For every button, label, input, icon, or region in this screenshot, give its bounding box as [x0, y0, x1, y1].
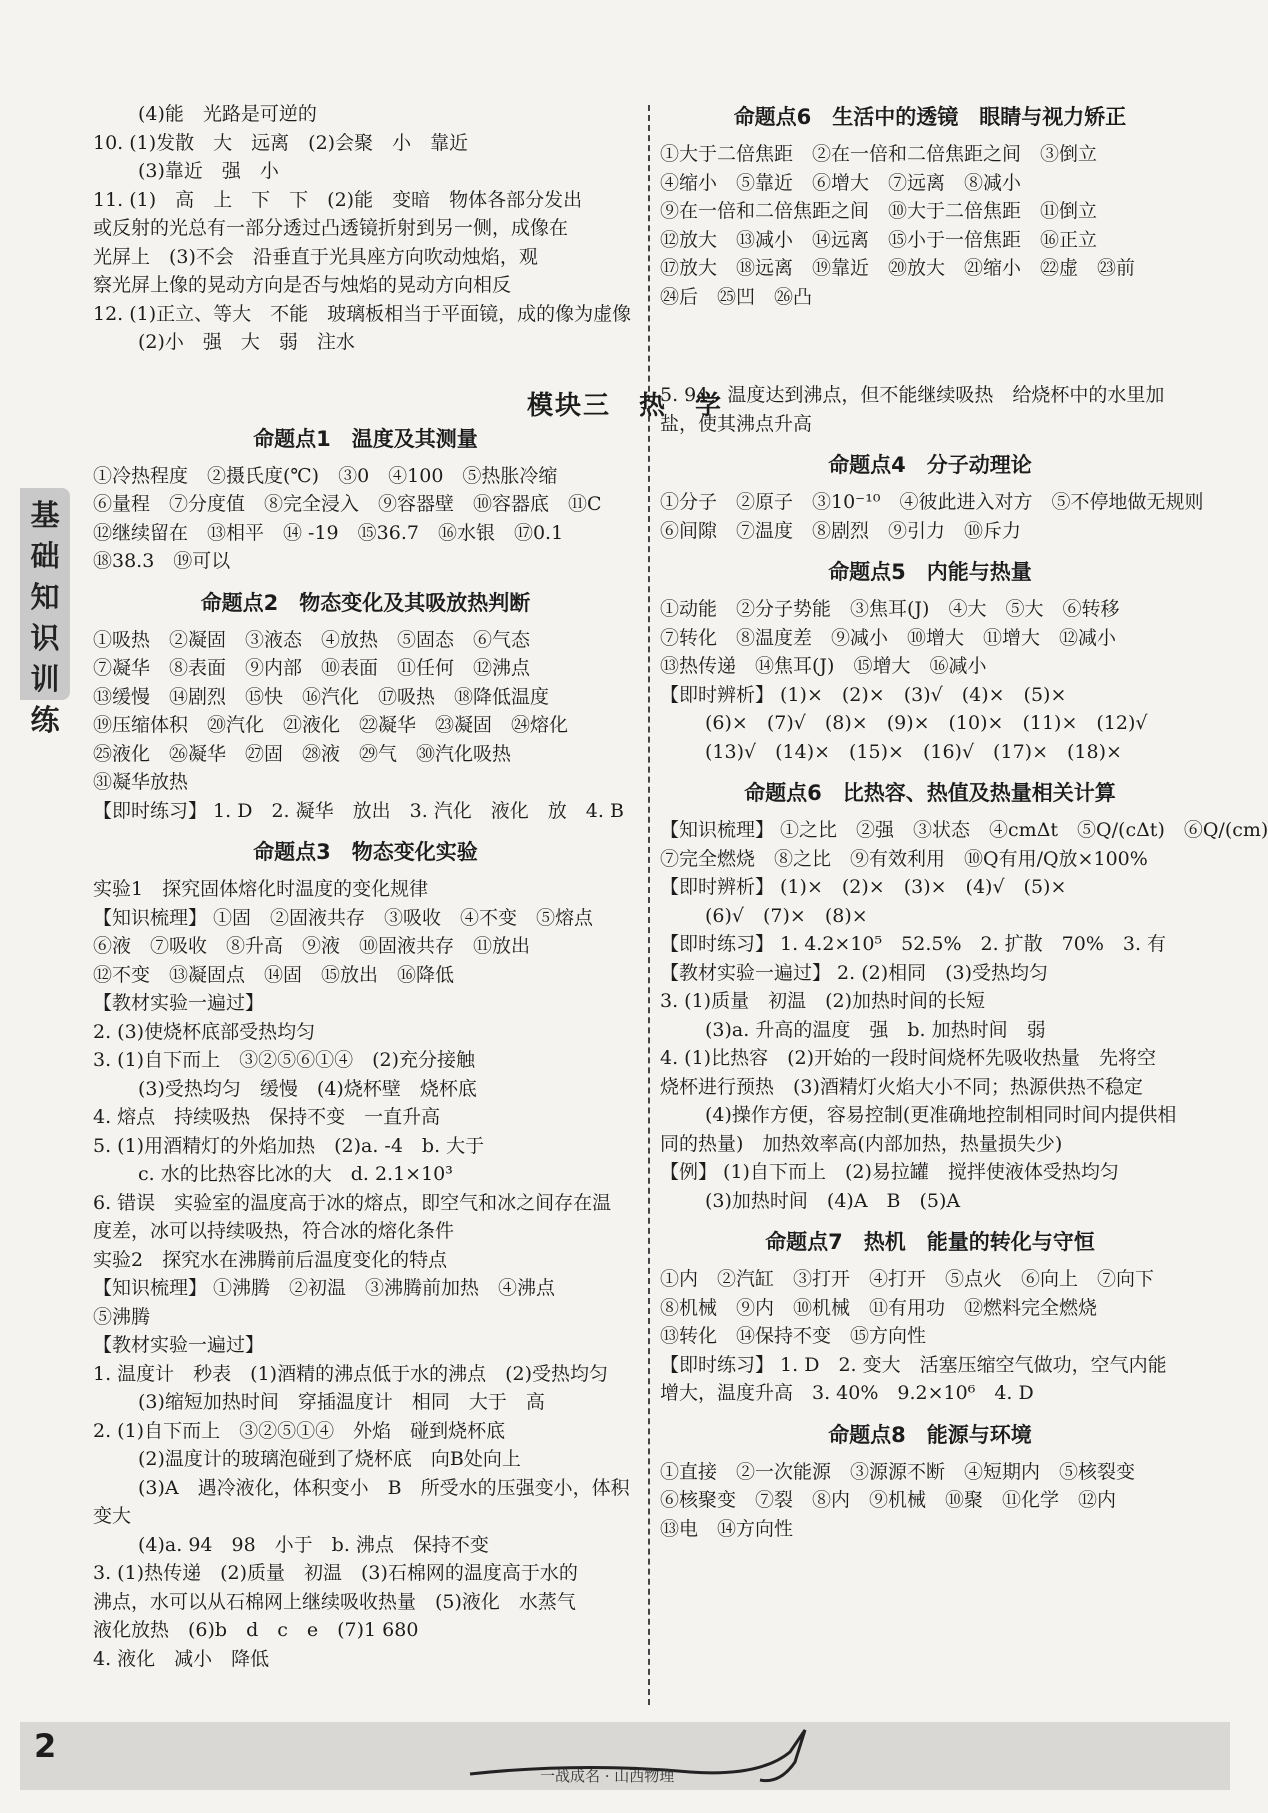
text-line: ⑬电 ⑭方向性 [660, 1517, 794, 1540]
text-line: 增大，温度升高 3. 40% 9.2×10⁶ 4. D [660, 1382, 1034, 1404]
text-line: ⑥间隙 ⑦温度 ⑧剧烈 ⑨引力 ⑩斥力 [660, 519, 1022, 542]
text-line: ⑫放大 ⑬减小 ⑭远离 ⑮小于一倍焦距 ⑯正立 [660, 228, 1098, 251]
text-line: 3. (1)自下而上 ③②⑤⑥①④ (2)充分接触 [93, 1049, 475, 1071]
text-line: 【知识梳理】 ①沸腾 ②初温 ③沸腾前加热 ④沸点 [93, 1277, 556, 1299]
text-line: (4)操作方便，容易控制(更准确地控制相同时间内提供相 [705, 1104, 1177, 1126]
section-heading: 命题点1 温度及其测量 [253, 426, 478, 451]
text-line: 【例】 (1)自下而上 (2)易拉罐 搅拌使液体受热均匀 [660, 1161, 1119, 1183]
text-line: ④缩小 ⑤靠近 ⑥增大 ⑦远离 ⑧减小 [660, 171, 1022, 194]
text-line: ⑦凝华 ⑧表面 ⑨内部 ⑩表面 ⑪任何 ⑫沸点 [93, 657, 531, 679]
text-line: ㉕液化 ㉖凝华 ㉗固 ㉘液 ㉙气 ㉚汽化吸热 [93, 742, 512, 765]
text-line: 烧杯进行预热 (3)酒精灯火焰大小不同；热源供热不稳定 [660, 1075, 1143, 1098]
text-line: 5. (1)用酒精灯的外焰加热 (2)a. -4 b. 大于 [93, 1134, 485, 1157]
text-line: ⑨在一倍和二倍焦距之间 ⑩大于二倍焦距 ⑪倒立 [660, 200, 1098, 222]
text-line: 4. 熔点 持续吸热 保持不变 一直升高 [93, 1106, 441, 1128]
text-line: 或反射的光总有一部分透过凸透镜折射到另一侧，成像在 [93, 217, 569, 239]
text-line: 2. (1)自下而上 ③②⑤①④ 外焰 碰到烧杯底 [93, 1419, 506, 1442]
text-line: ①内 ②汽缸 ③打开 ④打开 ⑤点火 ⑥向上 ⑦向下 [660, 1268, 1155, 1290]
text-line: ⑤沸腾 [93, 1305, 151, 1328]
text-line: 【知识梳理】 ①固 ②固液共存 ③吸收 ④不变 ⑤熔点 [93, 906, 594, 929]
section-heading: 命题点5 内能与热量 [828, 560, 1032, 584]
side-tab-label [22, 495, 68, 741]
text-line: (2)小 强 大 弱 注水 [138, 331, 355, 353]
text-line: 【教材实验一遍过】 [93, 992, 265, 1014]
text-line: 实验2 探究水在沸腾前后温度变化的特点 [93, 1248, 448, 1271]
text-line: ①大于二倍焦距 ②在一倍和二倍焦距之间 ③倒立 [660, 143, 1098, 165]
text-line: (3)缩短加热时间 穿插温度计 相同 大于 高 [138, 1391, 545, 1413]
text-line: 【即时练习】 1. D 2. 凝华 放出 3. 汽化 液化 放 4. B [93, 799, 624, 822]
text-line: 同的热量) 加热效率高(内部加热，热量损失少) [660, 1132, 1063, 1155]
text-line: 察光屏上像的晃动方向是否与烛焰的晃动方向相反 [93, 274, 512, 296]
text-line: 度差，冰可以持续吸热，符合冰的熔化条件 [93, 1220, 455, 1242]
module-spacer [660, 311, 1200, 381]
text-line: c. 水的比热容比冰的大 d. 2.1×10³ [138, 1163, 453, 1185]
text-line: ⑫继续留在 ⑬相平 ⑭ -19 ⑮36.7 ⑯水银 ⑰0.1 [93, 521, 564, 544]
text-line: ⑦完全燃烧 ⑧之比 ⑨有效利用 ⑩Q有用/Q放×100% [660, 847, 1148, 870]
text-line: ㉔后 ㉕凹 ㉖凸 [660, 285, 813, 308]
text-line: ⑥量程 ⑦分度值 ⑧完全浸入 ⑨容器壁 ⑩容器底 ⑪C [93, 493, 602, 515]
section-heading: 命题点7 热机 能量的转化与守恒 [765, 1230, 1095, 1254]
text-line: 【即时练习】 1. D 2. 变大 活塞压缩空气做功，空气内能 [660, 1353, 1167, 1376]
text-line: 2. (3)使烧杯底部受热均匀 [93, 1020, 316, 1043]
section-heading: 命题点4 分子动理论 [828, 453, 1032, 477]
text-line: ①直接 ②一次能源 ③源源不断 ④短期内 ⑤核裂变 [660, 1460, 1136, 1483]
text-line: ⑬热传递 ⑭焦耳(J) ⑮增大 ⑯减小 [660, 655, 987, 677]
text-line: 【教材实验一遍过】 [93, 1334, 265, 1356]
section-heading: 命题点8 能源与环境 [828, 1422, 1032, 1447]
text-line: 10. (1)发散 大 远离 (2)会聚 小 靠近 [93, 131, 469, 154]
left-column [93, 100, 638, 1673]
text-line: 【知识梳理】 ①之比 ②强 ③状态 ④cmΔt ⑤Q/(cΔt) ⑥Q/(cm) [660, 819, 1268, 841]
section-heading: 命题点2 物态变化及其吸放热判断 [200, 590, 531, 615]
text-line: ⑬缓慢 ⑭剧烈 ⑮快 ⑯汽化 ⑰吸热 ⑱降低温度 [93, 685, 550, 708]
text-line: 【教材实验一遍过】 2. (2)相同 (3)受热均匀 [660, 961, 1049, 984]
text-line: 实验1 探究固体熔化时温度的变化规律 [93, 878, 429, 900]
side-tab-char: 识 [30, 621, 60, 655]
text-line: ⑧机械 ⑨内 ⑩机械 ⑪有用功 ⑫燃料完全燃烧 [660, 1296, 1098, 1319]
module-title: 模块三 热 学 [526, 391, 723, 421]
text-line: 5. 94 温度达到沸点，但不能继续吸热 给烧杯中的水里加 [660, 384, 1165, 406]
text-line: 4. 液化 减小 降低 [93, 1647, 270, 1670]
section-heading: 命题点6 比热容、热值及热量相关计算 [744, 781, 1116, 805]
section-heading: 命题点3 物态变化实验 [253, 840, 478, 864]
text-line: (3)受热均匀 缓慢 (4)烧杯壁 烧杯底 [138, 1077, 477, 1100]
text-line: 6. 错误 实验室的温度高于冰的熔点，即空气和冰之间存在温 [93, 1191, 612, 1214]
text-line: 12. (1)正立、等大 不能 玻璃板相当于平面镜，成的像为虚像 [93, 302, 632, 325]
text-line: 液化放热 (6)b d c e (7)1 680 [93, 1619, 419, 1641]
text-line: (6)× (7)√ (8)× (9)× (10)× (11)× (12)√ [705, 712, 1148, 734]
text-line: ⑥液 ⑦吸收 ⑧升高 ⑨液 ⑩固液共存 ⑪放出 [93, 935, 531, 957]
column-divider [648, 105, 650, 1705]
text-line: 盐，使其沸点升高 [660, 412, 813, 435]
text-line: ⑬转化 ⑭保持不变 ⑮方向性 [660, 1325, 927, 1347]
right-column [660, 100, 1268, 1543]
text-line: ⑦转化 ⑧温度差 ⑨减小 ⑩增大 ⑪增大 ⑫减小 [660, 626, 1117, 649]
text-line: 4. (1)比热容 (2)开始的一段时间烧杯先吸收热量 先将空 [660, 1047, 1156, 1069]
side-tab-char: 训 [30, 662, 60, 696]
footer-brand: 一战成名 · 山西物理 [540, 1767, 675, 1785]
text-line: (2)温度计的玻璃泡碰到了烧杯底 向B处向上 [138, 1448, 521, 1470]
text-line: ①动能 ②分子势能 ③焦耳(J) ④大 ⑤大 ⑥转移 [660, 598, 1120, 620]
text-line: ⑱38.3 ⑲可以 [93, 550, 231, 572]
side-tab-char: 练 [30, 703, 60, 737]
text-line: ⑰放大 ⑱远离 ⑲靠近 ⑳放大 ㉑缩小 ㉒虚 ㉓前 [660, 257, 1136, 279]
text-line: (4)能 光路是可逆的 [138, 103, 317, 125]
text-line: (3)A 遇冷液化，体积变小 B 所受水的压强变小，体积 [138, 1476, 630, 1499]
text-line: (6)√ (7)× (8)× [705, 904, 868, 927]
section-heading: 命题点6 生活中的透镜 眼睛与视力矫正 [733, 105, 1127, 129]
text-line: 光屏上 (3)不会 沿垂直于光具座方向吹动烛焰，观 [93, 245, 538, 268]
text-line: 【即时辨析】 (1)× (2)× (3)× (4)√ (5)× [660, 876, 1067, 898]
text-line: ⑲压缩体积 ⑳汽化 ㉑液化 ㉒凝华 ㉓凝固 ㉔熔化 [93, 714, 569, 736]
text-line: ⑥核聚变 ⑦裂 ⑧内 ⑨机械 ⑩聚 ⑪化学 ⑫内 [660, 1489, 1117, 1511]
text-line: 1. 温度计 秒表 (1)酒精的沸点低于水的沸点 (2)受热均匀 [93, 1362, 608, 1385]
side-tab-char: 基 [30, 498, 60, 532]
page-number: 2 [34, 1727, 57, 1765]
text-line: (3)靠近 强 小 [138, 160, 279, 182]
text-line: 3. (1)质量 初温 (2)加热时间的长短 [660, 990, 985, 1012]
text-line: (13)√ (14)× (15)× (16)√ (17)× (18)× [705, 740, 1122, 763]
text-line: ⑫不变 ⑬凝固点 ⑭固 ⑮放出 ⑯降低 [93, 963, 455, 986]
text-line: 【即时辨析】 (1)× (2)× (3)√ (4)× (5)× [660, 683, 1067, 706]
text-line: (3)a. 升高的温度 强 b. 加热时间 弱 [705, 1018, 1046, 1041]
text-line: ①分子 ②原子 ③10⁻¹⁰ ④彼此进入对方 ⑤不停地做无规则 [660, 491, 1204, 513]
text-line: 【即时练习】 1. 4.2×10⁵ 52.5% 2. 扩散 70% 3. 有 [660, 933, 1167, 955]
text-line: (4)a. 94 98 小于 b. 沸点 保持不变 [138, 1533, 489, 1556]
text-line: 变大 [93, 1505, 132, 1527]
text-line: ㉛凝华放热 [93, 771, 189, 793]
side-tab-char: 础 [30, 539, 60, 573]
text-line: 11. (1) 高 上 下 下 (2)能 变暗 物体各部分发出 [93, 188, 583, 211]
text-line: 3. (1)热传递 (2)质量 初温 (3)石棉网的温度高于水的 [93, 1562, 578, 1584]
text-line: 沸点，水可以从石棉网上继续吸收热量 (5)液化 水蒸气 [93, 1590, 576, 1613]
text-line: (3)加热时间 (4)A B (5)A [705, 1189, 961, 1212]
text-line: ①吸热 ②凝固 ③液态 ④放热 ⑤固态 ⑥气态 [93, 628, 531, 651]
text-line: ①冷热程度 ②摄氏度(℃) ③0 ④100 ⑤热胀冷缩 [93, 464, 558, 487]
side-tab-char: 知 [30, 580, 60, 614]
